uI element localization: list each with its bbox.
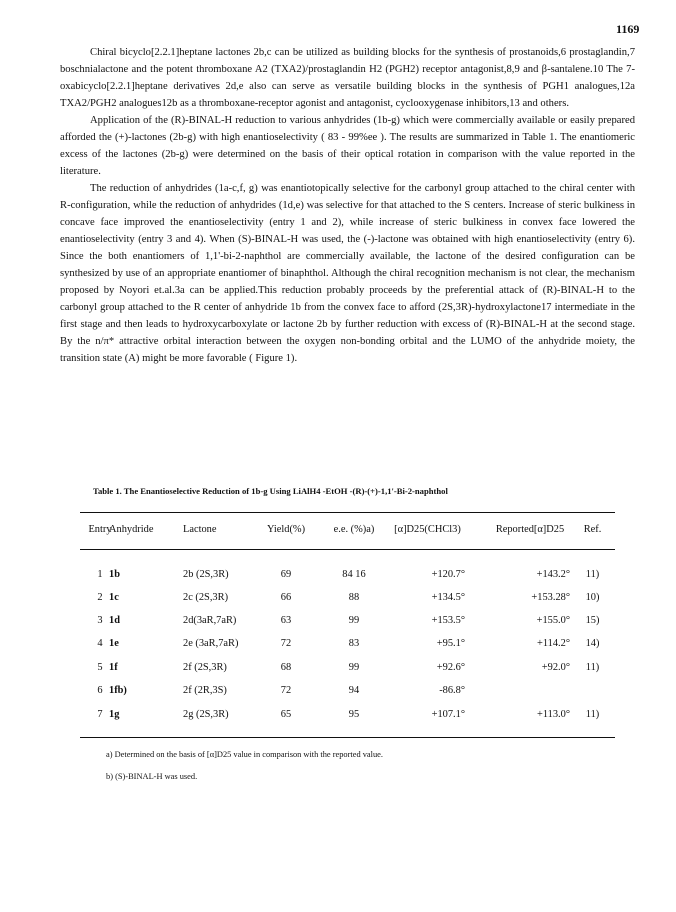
cell-entry: 6 [97, 685, 103, 696]
cell-observed-rotation: +92.6° [436, 662, 465, 673]
cell-entry: 7 [97, 709, 103, 720]
cell-ref: 14) [585, 638, 600, 649]
cell-yield: 65 [280, 709, 292, 720]
header-observed-rotation: [α]D25(CHCl3) [394, 524, 461, 535]
cell-anhydride: 1f [109, 662, 118, 673]
table-row [80, 682, 615, 700]
cell-reported-rotation: +143.2° [536, 569, 570, 580]
table-bottom-rule [80, 737, 615, 738]
table-header-rule [80, 549, 615, 550]
cell-ref: 11) [585, 662, 600, 673]
table-row [80, 566, 615, 584]
cell-yield: 66 [280, 592, 292, 603]
cell-ref: 15) [585, 615, 600, 626]
header-anhydride: Anhydride [109, 524, 154, 535]
cell-entry: 5 [97, 662, 103, 673]
header-ee: e.e. (%)a) [333, 524, 375, 535]
cell-anhydride: 1g [109, 709, 120, 720]
cell-anhydride: 1e [109, 638, 119, 649]
cell-entry: 1 [97, 569, 103, 580]
cell-observed-rotation: +153.5° [431, 615, 465, 626]
header-reported-rotation: Reported[α]D25 [495, 524, 565, 535]
cell-reported-rotation: +153.28° [531, 592, 570, 603]
paragraph: The reduction of anhydrides (1a-c,f, g) was enantiotopically selective for the carbonyl group attached to the chiral center with R-configuration, while the reduction of anhydrides (1d,e) was selective for that attached to the S centers. Increase of steric bulkiness in concave face improved the enantioselectivity (entry 1 and 2), while increase of steric bulkiness in convex face lowered the enantioselectivity (entry 3 and 4). When (S)-BINAL-H was used, the (-)-lactone was obtained with high enantioselectivity (entry 6). Since the both enantiomers of 1,1'-bi-2-naphthol are commercially available, the lactone of the desired configuration can be synthesized by use of an appropriate enantiomer of binaphthol. Although the chiral recognition mechanism is not clear, the mechanism proposed by Noyori et.al.3a can be applied.This reduction probably proceeds by the preferential attack of (R)-BINAL-H to the carbonyl group attached to the R center of anhydride 1b from the convex face to afford (2S,3R)-hydroxylactone17 intermediate in the first stage and then leads to hydroxycarboxylate or lactone 2b by further reduction with excess of (R)-BINAL-H at the second stage. By the n/π* attractive orbital interaction between the oxygen non-bonding orbital and the LUMO of the anhydride moiety, the transition state (A) might be more favorable ( Figure 1). [60, 183, 635, 364]
cell-yield: 69 [280, 569, 292, 580]
table-footnote: b) (S)-BINAL-H was used. [106, 772, 198, 781]
table-row [80, 589, 615, 607]
table-header-row [80, 521, 615, 539]
header-ref: Ref. [583, 524, 602, 535]
page-number: 1169 [616, 22, 640, 36]
body-text [60, 44, 635, 367]
cell-reported-rotation: +113.0° [536, 709, 570, 720]
cell-ee: 94 [348, 685, 360, 696]
cell-ee: 84 16 [342, 569, 366, 580]
cell-lactone: 2e (3aR,7aR) [183, 638, 239, 649]
table-caption: Table 1. The Enantioselective Reduction of 1b-g Using LiAlH4 -EtOH -(R)-(+)-1,1'-Bi-2-naphthol [93, 486, 448, 496]
paragraph: Chiral bicyclo[2.2.1]heptane lactones 2b,c can be utilized as building blocks for the synthesis of prostanoids,6 prostaglandin,7 boschnialactone and the potent thromboxane A2 (TXA2)/prostaglandin H2 (PGH2) receptor antagonist,8,9 and β-santalene.10 The 7-oxabicyclo[2.2.1]heptane derivatives 2d,e also can serve as versatile building blocks in the synthesis of PGH1 analogues,12a TXA2/PGH2 analogues12b as a thromboxane-receptor agonist and antagonist, cyclooxygenase inhibitors,13 and others. [60, 47, 635, 109]
cell-entry: 4 [97, 638, 103, 649]
cell-ref: 10) [585, 592, 600, 603]
cell-entry: 2 [97, 592, 103, 603]
cell-lactone: 2c (2S,3R) [183, 592, 229, 603]
cell-ee: 95 [348, 709, 360, 720]
cell-yield: 68 [280, 662, 292, 673]
table-row [80, 659, 615, 677]
table-row [80, 635, 615, 653]
cell-observed-rotation: +134.5° [431, 592, 465, 603]
cell-ee: 99 [348, 662, 360, 673]
header-entry: Entry [88, 524, 112, 535]
cell-lactone: 2g (2S,3R) [183, 709, 229, 720]
cell-anhydride: 1b [109, 569, 120, 580]
cell-observed-rotation: +120.7° [431, 569, 465, 580]
cell-yield: 72 [280, 638, 292, 649]
header-yield: Yield(%) [266, 524, 306, 535]
table-top-rule [80, 512, 615, 513]
cell-ref: 11) [585, 709, 600, 720]
table-row [80, 706, 615, 724]
cell-anhydride: 1c [109, 592, 119, 603]
cell-lactone: 2b (2S,3R) [183, 569, 229, 580]
cell-entry: 3 [97, 615, 103, 626]
table-row [80, 612, 615, 630]
cell-reported-rotation: +92.0° [541, 662, 570, 673]
cell-reported-rotation: +155.0° [536, 615, 570, 626]
cell-ee: 83 [348, 638, 360, 649]
cell-ee: 88 [348, 592, 360, 603]
cell-ref: 11) [585, 569, 600, 580]
cell-lactone: 2f (2R,3S) [183, 685, 227, 696]
cell-anhydride: 1fb) [109, 685, 127, 696]
cell-reported-rotation: +114.2° [536, 638, 570, 649]
table-footnote: a) Determined on the basis of [α]D25 value in comparison with the reported value. [106, 750, 383, 759]
cell-observed-rotation: +95.1° [436, 638, 465, 649]
cell-yield: 63 [280, 615, 292, 626]
header-lactone: Lactone [183, 524, 217, 535]
cell-anhydride: 1d [109, 615, 120, 626]
cell-ee: 99 [348, 615, 360, 626]
cell-lactone: 2d(3aR,7aR) [183, 615, 237, 626]
cell-observed-rotation: +107.1° [431, 709, 465, 720]
cell-observed-rotation: -86.8° [439, 685, 465, 696]
cell-lactone: 2f (2S,3R) [183, 662, 227, 673]
paragraph: Application of the (R)-BINAL-H reduction to various anhydrides (1b-g) which were commercially available or easily prepared afforded the (+)-lactones (2b-g) with high enantioselectivity ( 83 - 99%ee ). The results are summarized in Table 1. The enantiomeric excess of the lactones (2b-g) were determined on the basis of their optical rotation in comparison with the value reported in the literature. [60, 115, 635, 177]
cell-yield: 72 [280, 685, 292, 696]
